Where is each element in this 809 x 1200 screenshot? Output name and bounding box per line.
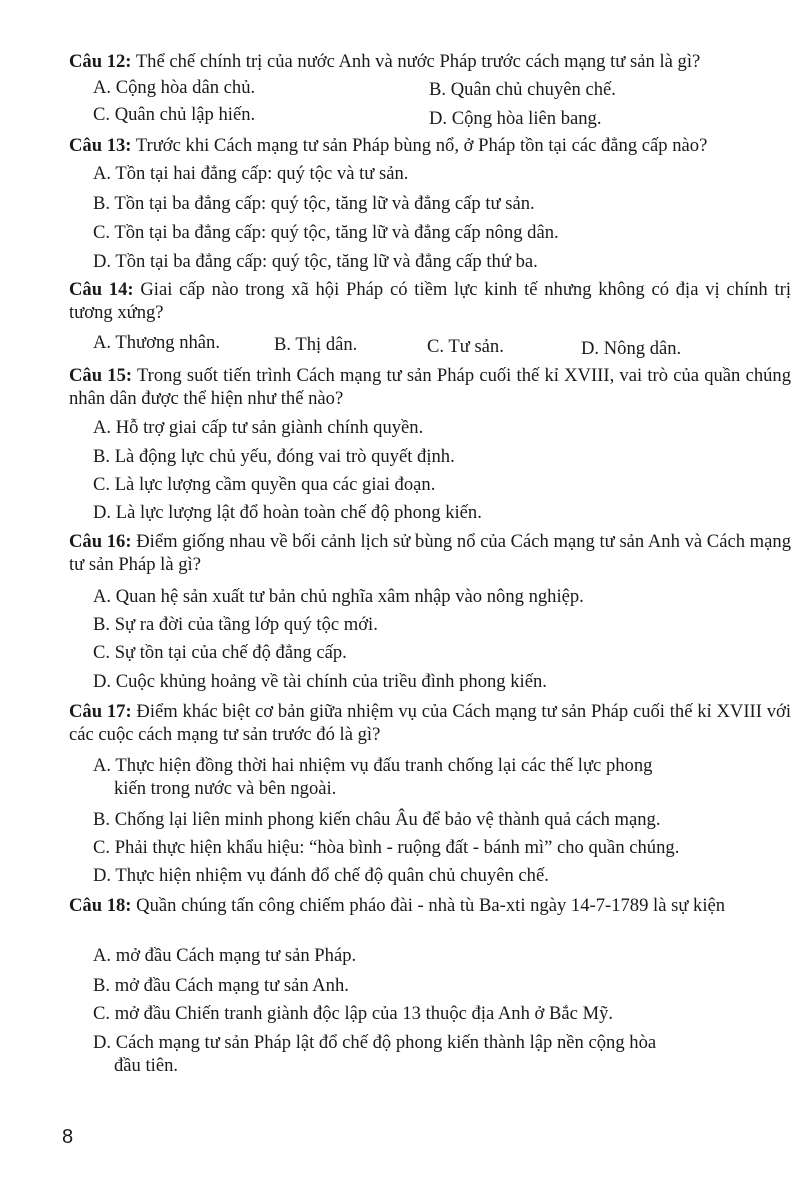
option-b: B. Thị dân. (274, 334, 358, 355)
option-c: C. Phải thực hiện khẩu hiệu: “hòa bình - ruộng đất - bánh mì” cho quần chúng. (93, 837, 680, 858)
option-a: A. Tồn tại hai đẳng cấp: quý tộc và tư sản. (93, 163, 409, 184)
option-d: D. Nông dân. (581, 338, 682, 359)
option-d-line-2: đầu tiên. (114, 1055, 179, 1076)
option-c: C. Tư sản. (427, 336, 504, 357)
question-label: Câu 16: (69, 531, 132, 552)
option-d: D. Cộng hòa liên bang. (429, 108, 602, 129)
question-text: Thể chế chính trị của nước Anh và nước Pháp trước cách mạng tư sản là gì? (135, 51, 701, 72)
option-d (93, 1031, 788, 1077)
option-b: B. Là động lực chủ yếu, đóng vai trò quyết định. (93, 446, 455, 467)
question-text: Điểm giống nhau về bối cảnh lịch sử bùng nổ của Cách mạng tư sản Anh và Cách mạng tư sản Pháp là gì? (69, 531, 791, 575)
option-c: C. Sự tồn tại của chế độ đẳng cấp. (93, 642, 347, 663)
question-label: Câu 15: (69, 365, 133, 386)
question-label: Câu 14: (69, 279, 134, 300)
question-label: Câu 12: (69, 51, 132, 72)
question-17 (69, 700, 791, 746)
option-a-line-1: A. Thực hiện đồng thời hai nhiệm vụ đấu tranh chống lại các thế lực phong (93, 755, 653, 776)
question-text: Trong suốt tiến trình Cách mạng tư sản Pháp cuối thế kỉ XVIII, vai trò của quần chúng nhân dân được thể hiện như thế nào? (69, 365, 792, 409)
question-18 (69, 894, 791, 917)
question-text: Quần chúng tấn công chiếm pháo đài - nhà tù Ba-xti ngày 14-7-1789 là sự kiện (136, 895, 726, 916)
question-label: Câu 13: (69, 135, 132, 156)
option-c: C. Quân chủ lập hiến. (93, 104, 256, 125)
option-d: D. Cuộc khủng hoảng về tài chính của triều đình phong kiến. (93, 671, 547, 692)
option-d: D. Tồn tại ba đẳng cấp: quý tộc, tăng lữ và đẳng cấp thứ ba. (93, 251, 538, 272)
option-a: A. Quan hệ sản xuất tư bản chủ nghĩa xâm nhập vào nông nghiệp. (93, 586, 584, 607)
question-text: Giai cấp nào trong xã hội Pháp có tiềm lực kinh tế nhưng không có địa vị chính trị tương xứng? (69, 279, 791, 323)
option-b: B. Quân chủ chuyên chế. (429, 79, 616, 100)
page-number: 8 (62, 1126, 74, 1148)
option-d: D. Là lực lượng lật đổ hoàn toàn chế độ phong kiến. (93, 502, 482, 523)
question-12 (69, 50, 791, 73)
option-b: B. Sự ra đời của tầng lớp quý tộc mới. (93, 614, 378, 635)
question-label: Câu 17: (69, 701, 132, 722)
option-d: D. Thực hiện nhiệm vụ đánh đổ chế độ quân chủ chuyên chế. (93, 865, 549, 886)
question-text: Trước khi Cách mạng tư sản Pháp bùng nổ, ở Pháp tồn tại các đẳng cấp nào? (135, 135, 708, 156)
option-b: B. Chống lại liên minh phong kiến châu Âu để bảo vệ thành quả cách mạng. (93, 809, 661, 830)
option-b: B. Tồn tại ba đẳng cấp: quý tộc, tăng lữ và đẳng cấp tư sản. (93, 193, 535, 214)
question-label: Câu 18: (69, 895, 132, 916)
option-a: A. mở đầu Cách mạng tư sản Pháp. (93, 945, 357, 966)
question-text: Điểm khác biệt cơ bản giữa nhiệm vụ của Cách mạng tư sản Pháp cuối thế kỉ XVIII với các cuộc cách mạng tư sản trước đó là gì? (69, 701, 791, 745)
question-16 (69, 530, 791, 576)
option-a: A. Cộng hòa dân chủ. (93, 77, 256, 98)
option-c: C. Là lực lượng cầm quyền qua các giai đoạn. (93, 474, 436, 495)
option-a: A. Hỗ trợ giai cấp tư sản giành chính quyền. (93, 417, 424, 438)
question-14 (69, 278, 791, 324)
question-15 (69, 364, 791, 410)
option-d-line-1: D. Cách mạng tư sản Pháp lật đổ chế độ phong kiến thành lập nền cộng hòa (93, 1032, 657, 1053)
option-a-line-2: kiến trong nước và bên ngoài. (114, 778, 337, 799)
option-a (93, 754, 788, 800)
question-13 (69, 134, 791, 157)
option-a: A. Thương nhân. (93, 332, 220, 353)
option-c: C. mở đầu Chiến tranh giành độc lập của 13 thuộc địa Anh ở Bắc Mỹ. (93, 1003, 614, 1024)
option-c: C. Tồn tại ba đẳng cấp: quý tộc, tăng lữ và đẳng cấp nông dân. (93, 222, 559, 243)
option-b: B. mở đầu Cách mạng tư sản Anh. (93, 975, 349, 996)
